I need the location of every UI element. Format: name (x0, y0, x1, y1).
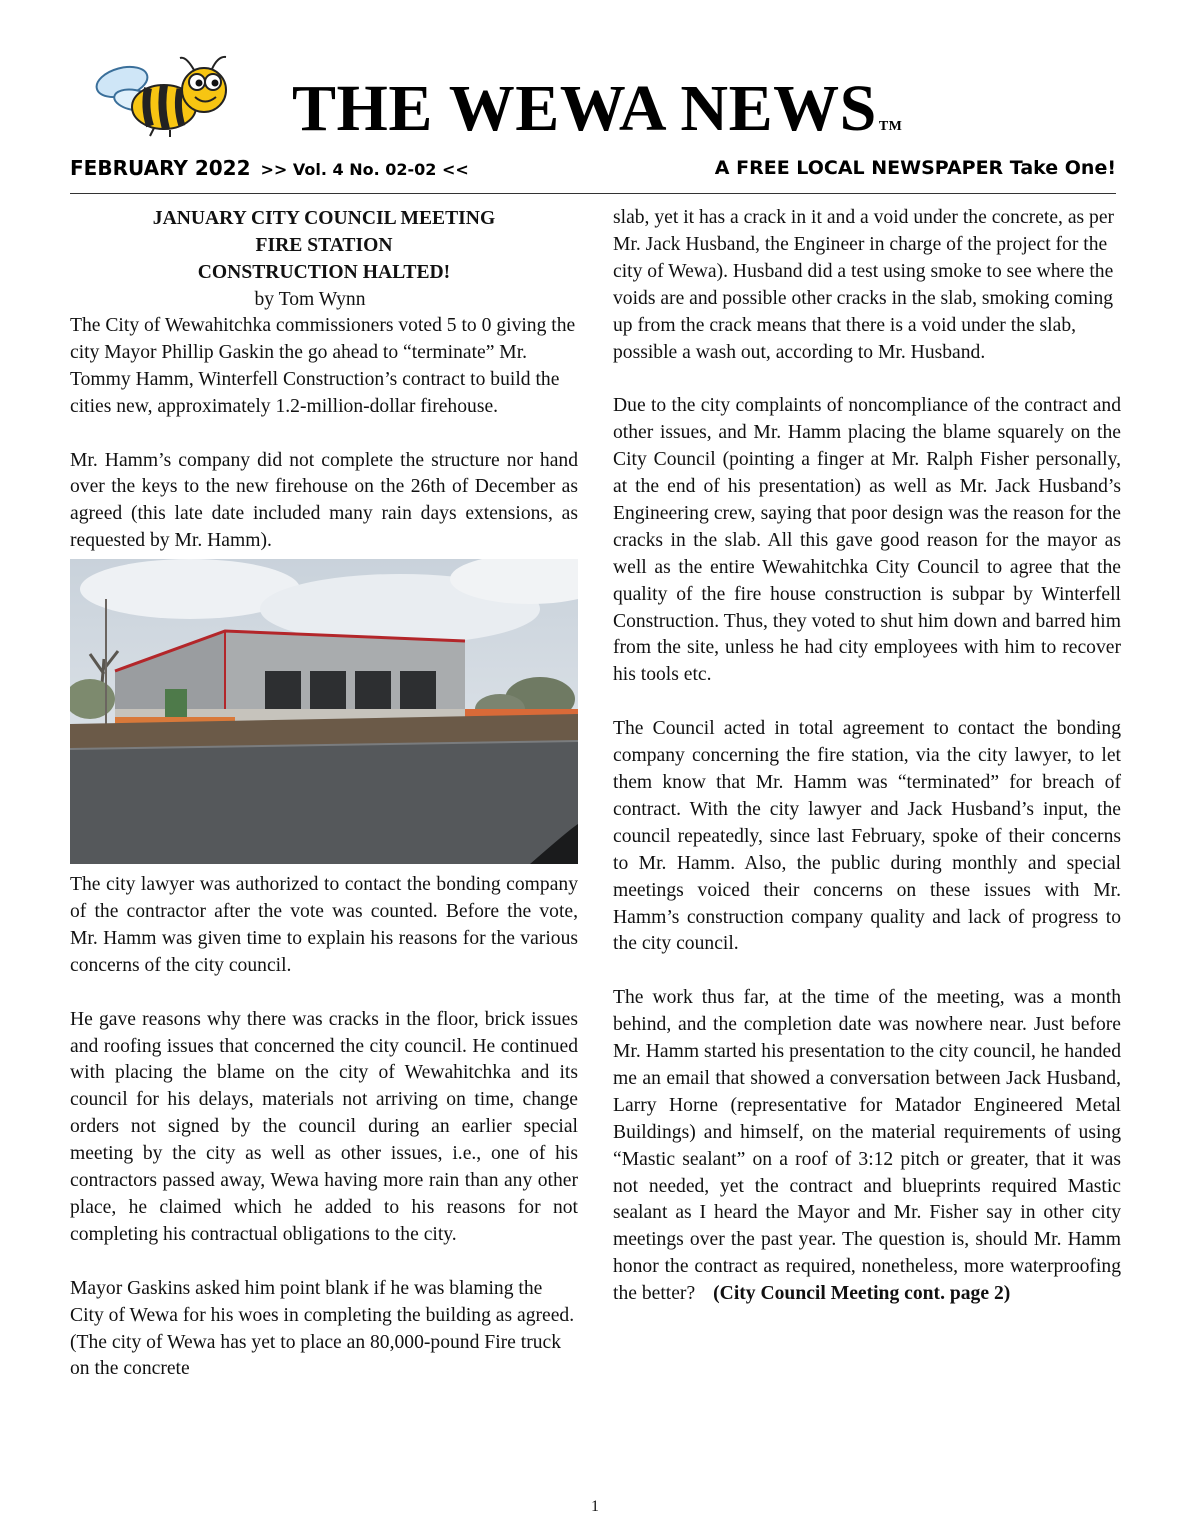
article-paragraph: He gave reasons why there was cracks in the floor, brick issues and roofing issues that concerned the city council. He continued with placing the blame on the city of Wewahitchka and its council for his delays, materials not arriving on time, change orders not signed by the council during an earlier special meeting by the city as well as other issues, i.e., one of his contractors passed away, Wewa having more rain than any other place, he claimed which he added to his reasons for not completing his contractual obligations to the city. (70, 1008, 578, 1245)
article-paragraph: The city lawyer was authorized to contact the bonding company of the contractor after the vote was counted. Before the vote, Mr. Hamm was given time to explain his reasons for the various concerns of the city council. (70, 874, 578, 976)
headline-line-2: FIRE STATION (255, 235, 393, 256)
masthead-rule (70, 193, 1116, 194)
issue-line (70, 155, 1116, 183)
headline-line-3: CONSTRUCTION HALTED! (197, 262, 451, 283)
tagline: A FREE LOCAL NEWSPAPER Take One! (714, 157, 1116, 179)
left-column (70, 205, 578, 1410)
volume-number: >> Vol. 4 No. 02-02 << (260, 160, 469, 179)
fire-station-photo (70, 559, 578, 864)
headline-line-1: JANUARY CITY COUNCIL MEETING (152, 208, 496, 229)
newspaper-title: THE WEWA NEWS TM (292, 72, 903, 145)
article-paragraph: The City of Wewahitchka commissioners voted 5 to 0 giving the city Mayor Phillip Gaskin the go ahead to “terminate” Mr. Tommy Hamm, Winterfell Construction’s contract to build the cities new, approximately 1.2-million-dollar firehouse. (70, 315, 576, 417)
article-paragraph-last (613, 985, 1121, 1308)
article-paragraph: slab, yet it has a crack in it and a void under the concrete, as per Mr. Jack Husband, the Engineer in charge of the project for the city of Wewa). Husband did a test using smoke to see where the voids are and possible other cracks in the slab, smoking coming up from the crack means that there is a void under the slab, possible a wash out, according to Mr. Husband. (613, 207, 1115, 363)
bee-logo-icon (82, 52, 242, 137)
article-headline (70, 205, 578, 286)
right-column (613, 205, 1121, 1335)
article-paragraph: Due to the city complaints of noncompliance of the contract and other issues, and Mr. Hamm placing the blame squarely on the City Council (pointing a finger at Mr. Ralph Fisher personally, at the end of his presentation) as well as Mr. Jack Husband’s Engineering crew, saying that poor design was the reason for the cracks in the slab. All this gave good reason for the mayor as well as the entire Wewahitchka City Council to agree that the quality of the fire house construction is subpar by Winterfell Construction. Thus, they voted to shut him down and barred him from the site, unless he had city employees with him to recover his tools etc. (613, 395, 1121, 686)
byline: by Tom Wynn (254, 289, 366, 310)
trademark-mark: TM (878, 119, 903, 134)
page-number: 1 (591, 1498, 599, 1515)
article-paragraph: Mayor Gaskins asked him point blank if he was blaming the City of Wewa for his woes in completing the building as agreed. (The city of Wewa has yet to place an 80,000-pound Fire truck on the concrete (70, 1277, 575, 1380)
issue-date: FEBRUARY 2022 (70, 156, 251, 180)
article-paragraph-text: The work thus far, at the time of the meeting, was a month behind, and the completion date was nowhere near. Just before Mr. Hamm started his presentation to the city council, he handed me an email that showed a conversation between Jack Husband, Larry Horne (representative for Matador Engineered Metal Buildings) and himself, on the material requirements of using “Mastic sealant” on a roof of 3:12 pitch or greater, that it was not needed, yet the contract and blueprints required Mastic sealant as I heard the Mayor and Mr. Fisher say in other city meetings over the past year. The question is, should Mr. Hamm honor the contract as required, nonetheless, more waterproofing the better? (613, 987, 1121, 1305)
article-paragraph: The Council acted in total agreement to contact the bonding company concerning the fire station, via the city lawyer, to let them know that Mr. Hamm was “terminated” for breach of contract. With the city lawyer and Jack Husband’s input, the council repeatedly, since last February, spoke of their concerns to Mr. Hamm. Also, the public during monthly and special meetings voiced their concerns on these issues with Mr. Hamm’s construction company quality and lack of progress to the city council. (613, 718, 1121, 955)
article-paragraph: Mr. Hamm’s company did not complete the structure nor hand over the keys to the new firehouse on the 26th of December as agreed (this late date included many rain days extensions, as requested by Mr. Hamm). (70, 449, 578, 552)
continuation-note[interactable]: (City Council Meeting cont. page 2) (713, 1283, 1011, 1305)
